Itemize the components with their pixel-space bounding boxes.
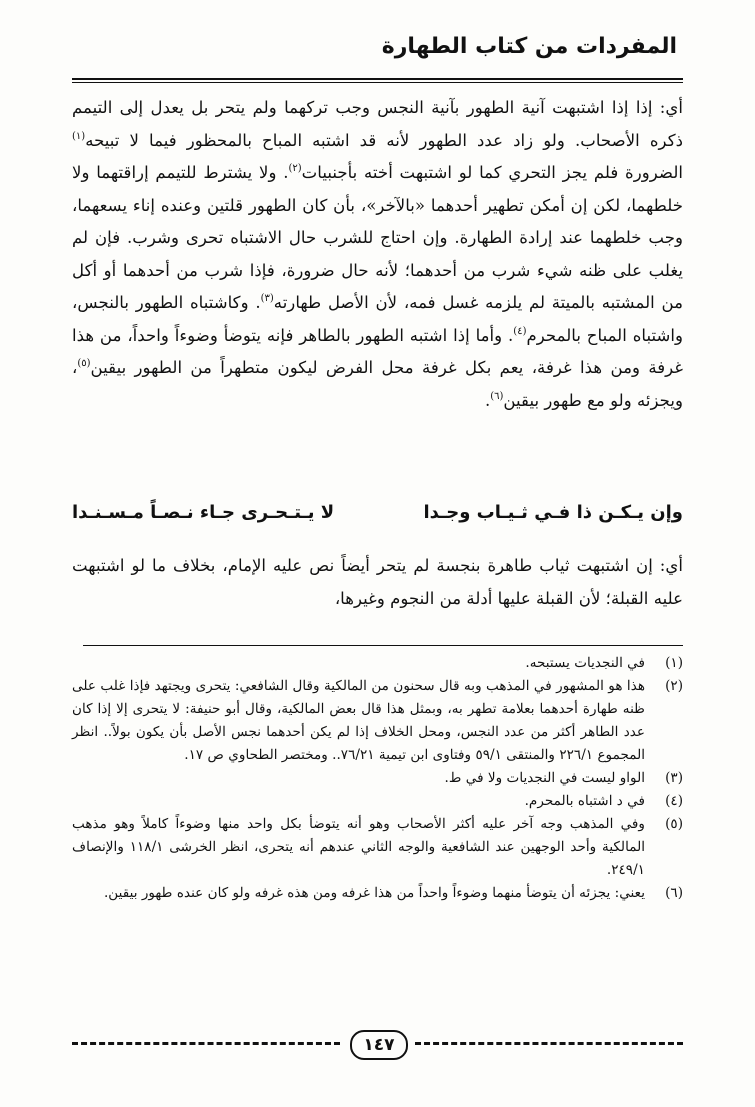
footnotes (72, 652, 683, 905)
text-run: الضرورة فلم يجز التحري كما لو اشتبهت أخته بأجنبيات (301, 163, 683, 182)
footnote-ref: (٦) (490, 390, 504, 402)
footnote-text: في د اشتباه بالمحرم. (524, 793, 645, 809)
footnote-number: (٥) (665, 816, 683, 832)
footnote-number: (٤) (665, 793, 683, 809)
verse-first-hemistich: وإن يـكـن ذا فـي ثـيـاب وجـدا (423, 502, 683, 523)
footer-dashed-rule (72, 1042, 340, 1045)
footnote-separator (83, 645, 683, 646)
text-run: ، ويجزئه ولو مع طهور بيقين (72, 358, 683, 410)
text-run: . (484, 390, 491, 410)
footnote (72, 652, 683, 675)
footnote-text: يعني: يجزئه أن يتوضأ منهما وضوءاً واحداً من هذا غرفه ومن هذه غرفه ولو كان عنده طهور بيقين. (103, 885, 645, 901)
footnote-text: في النجديات يستبحه. (525, 655, 645, 671)
running-title: المفردات من كتاب الطهارة (381, 34, 677, 59)
footnote-text: هذا هو المشهور في المذهب وبه قال سحنون من المالكية وقال الشافعي: يتحرى ويجتهد فإذا غلب على ظنه طهارة أحدهما بعلامة تطهر به، وبمثل هذا قال بعض المالكية، وقال أبو حنيفة: لا يتحرى إلا إذا كان عدد الطاهر أكثر من عدد النجس، ومحل الخلاف إذا لم يكن أحدهما نجس الأصل بأن يكون بولاً.. انظر المجموع ٢٢٦/١ والمنتقى ٥٩/١ وفتاوى ابن تيمية ٧٦/٢١.. ومختصر الطحاوي ص ١٧. (72, 678, 645, 763)
footnote (72, 767, 683, 790)
text-run: أي: إذا إذا اشتبهت آنية الطهور بآنية النجس وجب تركهما ولم يتحر بل يعدل إلى التيمم ذكره الأصحاب. ولو زاد عدد الطهور لأنه قد اشتبه المباح بالمحظور فيما لا تبيحه (72, 98, 683, 150)
footnote-ref: (٢) (288, 163, 302, 174)
footnote-ref: (٤) (513, 325, 527, 337)
page-footer (72, 1030, 683, 1060)
footnote-ref: (٥) (77, 358, 91, 369)
footnote (72, 813, 683, 882)
footnote (72, 790, 683, 813)
paragraph-2: أي: إن اشتبهت ثياب طاهرة بنجسة لم يتحر أيضاً نص عليه الإمام، بخلاف ما لو اشتبهت عليه القبلة؛ لأن القبلة عليها أدلة من النجوم وغيرها، (72, 556, 683, 608)
footnote-number: (٦) (665, 885, 683, 901)
footnote-number: (٢) (665, 678, 683, 694)
footnote-number: (٣) (665, 770, 683, 786)
text-run: . وكاشتباه الطهور بالنجس، واشتباه المباح بالمحرم (72, 293, 683, 345)
footnote-text: الواو ليست في النجديات ولا في ط. (444, 770, 645, 786)
verse-second-hemistich: لا يـتـحـرى جـاء نـصـاً مـسـنـدا (72, 502, 335, 523)
footnote (72, 882, 683, 905)
footnote (72, 675, 683, 767)
footnote-ref: (٣) (260, 293, 274, 304)
text-run: . وأما إذا اشتبه الطهور بالطاهر فإنه يتوضأ وضوءاً واحداً، من هذا غرفة ومن هذا غرفة، يعم بكل غرفة محل الفرض ليكون متطهراً من الطهور بيقين (72, 325, 683, 377)
poem-verse (72, 498, 683, 534)
main-text-continued (72, 550, 683, 615)
paragraph-1 (72, 92, 683, 417)
footnote-ref: (١) (72, 130, 86, 142)
header-rule (72, 78, 683, 83)
main-text (72, 92, 683, 417)
page-number: ١٤٧ (350, 1030, 408, 1060)
footer-dashed-rule (415, 1042, 683, 1045)
text-run: . ولا يشترط للتيمم إراقتهما ولا خلطهما، لكن إن أمكن تطهير أحدهما «بالآخر»، بأن كان الطهور قلتين وعنده إناء يسعهما، وجب خلطهما عند إرادة الطهارة. وإن احتاج للشرب حال الاشتباه تحرى وشرب. فإن لم يغلب على ظنه شيء شرب من أحدهما؛ لأنه حال ضرورة، فإذا شرب من أحدهما أو أكل من المشتبه بالميتة لم يلزمه غسل فمه، لأن الأصل طهارته (72, 163, 683, 312)
footnote-number: (١) (665, 655, 683, 671)
footnote-text: وفي المذهب وجه آخر عليه أكثر الأصحاب وهو أنه يتوضأ بكل واحد منها وضوءاً كاملاً وهو مذهب المالكية وأحد الوجهين عند الشافعية والوجه الثاني عندهم أنه يتحرى، انظر الخرشى ١١٨/١ والإنصاف ٢٤٩/١. (72, 816, 645, 878)
